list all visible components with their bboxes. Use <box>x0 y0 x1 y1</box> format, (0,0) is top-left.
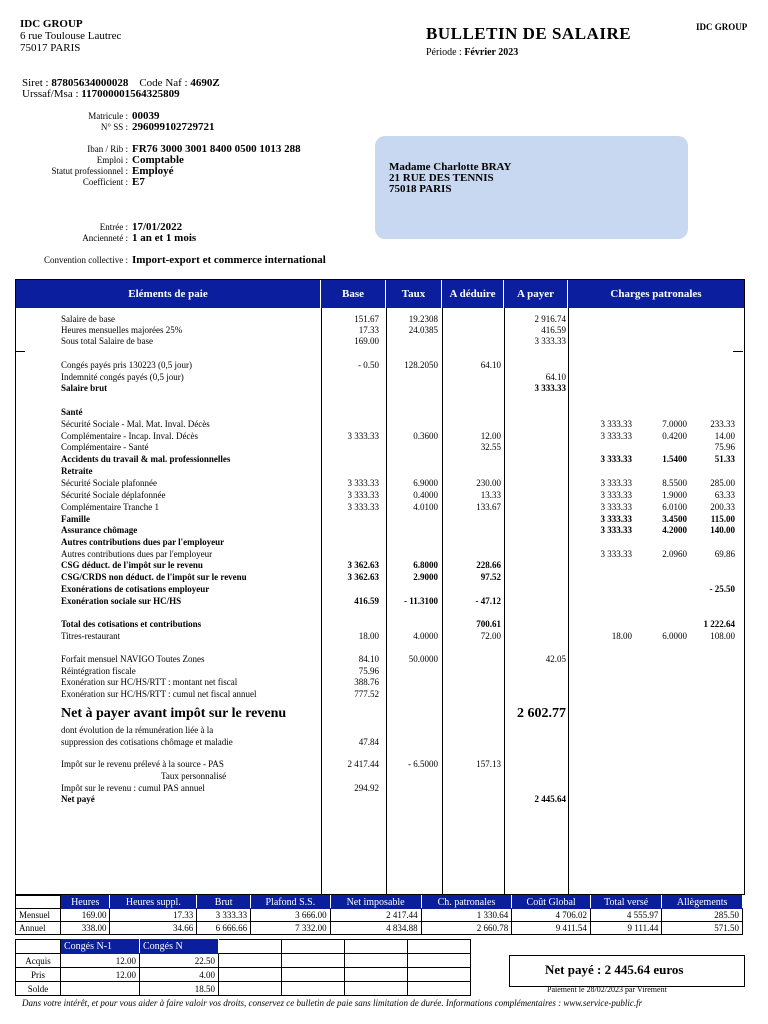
row-label: Réintégration fiscale <box>61 666 136 676</box>
fold-mark <box>733 351 743 352</box>
summary-cell: 2 417.44 <box>330 909 421 922</box>
company-identifiers <box>22 78 220 100</box>
row-label: Exonération sociale sur HC/HS <box>61 596 182 606</box>
row-label: Assurance chômage <box>61 525 138 535</box>
patronal-montant-cell: 14.00 <box>714 431 735 441</box>
row-label: Autres contributions dues par l'employeur <box>61 549 213 559</box>
urssaf-value: 117000001564325809 <box>81 88 180 100</box>
table-row <box>16 314 744 325</box>
conges-row-solde <box>16 982 471 996</box>
row-label: Indemnité congés payés (0,5 jour) <box>61 372 184 382</box>
row-label: Congés payés pris 130223 (0,5 jour) <box>61 360 192 370</box>
table-row <box>16 771 744 782</box>
summary-cell: 1 330.64 <box>421 909 512 922</box>
table-row <box>16 549 744 560</box>
patronal-base-cell: 3 333.33 <box>600 419 632 429</box>
info-statut: Statut professionnel : Employé <box>51 165 174 177</box>
patronal-taux-cell: 1.9000 <box>662 490 687 500</box>
header-adeduire: A déduire <box>442 280 504 308</box>
table-row <box>16 666 744 677</box>
info-matricule: Matricule : 00039 <box>88 110 160 122</box>
summary-header-cell: Total versé <box>590 896 661 909</box>
row-label: Santé <box>61 407 83 417</box>
summary-header-cell: Allègements <box>662 896 743 909</box>
row-label: Net à payer avant impôt sur le revenu <box>61 706 287 721</box>
siret-value: 87805634000028 <box>51 77 129 89</box>
summary-row-label: Mensuel <box>16 909 61 922</box>
periode <box>426 47 518 58</box>
taux-cell: - 11.3100 <box>403 596 438 606</box>
table-row <box>16 584 744 595</box>
summary-cell: 34.66 <box>110 922 197 935</box>
summary-table <box>15 895 743 935</box>
table-row <box>16 794 744 805</box>
table-row <box>16 759 744 770</box>
taux-cell: 6.8000 <box>413 560 438 570</box>
row-label: dont évolution de la rémunération liée à la <box>61 725 214 735</box>
row-label: Sécurité Sociale plafonnée <box>61 478 157 488</box>
table-row <box>16 372 744 383</box>
patronal-taux-cell: 6.0000 <box>662 631 687 641</box>
header-elements: Eléments de paie <box>16 280 321 308</box>
table-row <box>16 560 744 571</box>
table-row <box>16 725 744 736</box>
patronal-montant-cell: 75.96 <box>714 442 735 452</box>
row-label: Sécurité Sociale - Mal. Mat. Inval. Décès <box>61 419 210 429</box>
taux-cell: 4.0100 <box>413 502 438 512</box>
adeduire-cell: 12.00 <box>480 431 501 441</box>
base-cell: 3 362.63 <box>347 572 379 582</box>
summary-cell: 571.50 <box>662 922 743 935</box>
company-name: IDC GROUP <box>20 18 83 30</box>
conges-cell <box>61 982 140 996</box>
taux-cell: 0.4000 <box>413 490 438 500</box>
conges-cell: 18.50 <box>140 982 219 996</box>
apayer-cell: 3 333.33 <box>534 336 566 346</box>
table-row <box>16 466 744 477</box>
table-row <box>16 490 744 501</box>
adeduire-cell: 32.55 <box>480 442 501 452</box>
summary-header-cell: Net imposable <box>330 896 421 909</box>
taux-cell: 0.3600 <box>413 431 438 441</box>
taux-cell: 50.0000 <box>408 654 438 664</box>
table-row <box>16 336 744 347</box>
siret-label: Siret : <box>22 77 49 89</box>
conges-header-cell: Congés N-1 <box>61 940 140 954</box>
row-label: suppression des cotisations chômage et maladie <box>61 737 233 747</box>
patronal-montant-cell: 108.00 <box>710 631 735 641</box>
conges-cell: 12.00 <box>61 954 140 968</box>
summary-header-cell: Brut <box>197 896 251 909</box>
conges-header-cell: Congés N <box>140 940 219 954</box>
taux-cell: 19.2308 <box>408 314 438 324</box>
adeduire-cell: 228.66 <box>476 560 501 570</box>
row-label: Titres-restaurant <box>61 631 121 641</box>
table-row <box>16 706 744 722</box>
info-anciennete: Ancienneté : 1 an et 1 mois <box>82 232 197 244</box>
corner-company-label: IDC GROUP <box>696 22 748 32</box>
table-row <box>16 596 744 607</box>
conges-row-label: Solde <box>16 982 61 996</box>
table-row <box>16 502 744 513</box>
summary-header-cell: Ch. patronales <box>421 896 512 909</box>
patronal-montant-cell: 285.00 <box>710 478 735 488</box>
base-cell: 3 333.33 <box>347 431 379 441</box>
employee-city: 75018 PARIS <box>389 183 452 195</box>
apayer-cell: 2 916.74 <box>534 314 566 324</box>
patronal-montant-cell: 200.33 <box>710 502 735 512</box>
patronal-base-cell: 3 333.33 <box>600 525 632 535</box>
table-row <box>16 677 744 688</box>
conges-header <box>16 940 471 954</box>
row-label: Accidents du travail & mal. professionnelles <box>61 454 231 464</box>
info-numero-ss: N° SS : 296099102729721 <box>100 121 215 133</box>
summary-header-cell: Heures <box>61 896 110 909</box>
base-cell: 3 362.63 <box>347 560 379 570</box>
table-row <box>16 431 744 442</box>
employee-street: 21 RUE DES TENNIS <box>389 172 494 184</box>
patronal-taux-cell: 0.4200 <box>662 431 687 441</box>
patronal-taux-cell: 7.0000 <box>662 419 687 429</box>
row-label: Net payé <box>61 794 95 804</box>
adeduire-cell: 133.67 <box>476 502 501 512</box>
conges-cell: 12.00 <box>61 968 140 982</box>
table-row <box>16 478 744 489</box>
patronal-taux-cell: 4.2000 <box>662 525 687 535</box>
summary-cell: 7 332.00 <box>251 922 330 935</box>
base-cell: 169.00 <box>354 336 379 346</box>
row-label: Complémentaire - Incap. Inval. Décès <box>61 431 198 441</box>
conges-row-pris <box>16 968 471 982</box>
row-label: Heures mensuelles majorées 25% <box>61 325 183 335</box>
apayer-cell: 2 445.64 <box>534 794 566 804</box>
naf-value: 4690Z <box>190 77 220 89</box>
adeduire-cell: - 47.12 <box>475 596 501 606</box>
conges-cell: 22.50 <box>140 954 219 968</box>
company-address-1: 6 rue Toulouse Lautrec <box>20 30 122 42</box>
payslip-table <box>15 279 745 895</box>
row-label: Famille <box>61 514 90 524</box>
info-emploi: Emploi : Comptable <box>96 154 184 166</box>
paiement-info: Paiement le 28/02/2023 par Virement <box>547 985 667 994</box>
company-address-2: 75017 PARIS <box>20 42 81 54</box>
summary-cell: 17.33 <box>110 909 197 922</box>
taux-cell: 4.0000 <box>413 631 438 641</box>
patronal-taux-cell: 1.5400 <box>662 454 687 464</box>
table-row <box>16 383 744 394</box>
patronal-base-cell: 3 333.33 <box>600 431 632 441</box>
header-base: Base <box>321 280 386 308</box>
summary-cell: 3 333.33 <box>197 909 251 922</box>
row-label: Complémentaire Tranche 1 <box>61 502 159 512</box>
table-row <box>16 514 744 525</box>
document-title: BULLETIN DE SALAIRE <box>426 24 632 43</box>
header-charges: Charges patronales <box>610 288 702 300</box>
table-row <box>16 442 744 453</box>
employee-address <box>389 162 511 195</box>
net-paye-total: Net payé : 2 445.64 euros <box>545 962 684 977</box>
footer-notice: Dans votre intérêt, et pour vous aider à faire valoir vos droits, conservez ce bulletin de paie sans limitation de durée. Informations complémentaires : www.service-public.fr <box>22 998 643 1008</box>
patronal-taux-cell: 3.4500 <box>662 514 687 524</box>
patronal-montant-cell: 63.33 <box>714 490 735 500</box>
table-row <box>16 325 744 336</box>
summary-cell: 9 111.44 <box>590 922 661 935</box>
table-row <box>16 783 744 794</box>
adeduire-cell: 13.33 <box>480 490 501 500</box>
conges-cell: 4.00 <box>140 968 219 982</box>
patronal-base-cell: 3 333.33 <box>600 502 632 512</box>
header-taux: Taux <box>386 280 442 308</box>
base-cell: 84.10 <box>358 654 379 664</box>
summary-cell: 338.00 <box>61 922 110 935</box>
info-iban: Iban / Rib : FR76 3000 3001 8400 0500 1013 288 <box>87 143 301 155</box>
patronal-base-cell: 3 333.33 <box>600 549 632 559</box>
row-label: Salaire brut <box>61 383 108 393</box>
patronal-taux-cell: 6.0100 <box>662 502 687 512</box>
taux-cell: - 6.5000 <box>408 759 438 769</box>
base-cell: 3 333.33 <box>347 490 379 500</box>
row-label: Forfait mensuel NAVIGO Toutes Zones <box>61 654 205 664</box>
naf-label: Code Naf : <box>139 77 188 89</box>
base-cell: - 0.50 <box>358 360 379 370</box>
summary-header-cell: Coût Global <box>512 896 591 909</box>
table-row <box>16 419 744 430</box>
patronal-montant-cell: 115.00 <box>710 514 735 524</box>
apayer-cell: 64.10 <box>545 372 566 382</box>
patronal-taux-cell: 2.0960 <box>662 549 687 559</box>
patronal-base-cell: 3 333.33 <box>600 478 632 488</box>
summary-cell: 169.00 <box>61 909 110 922</box>
base-cell: 294.92 <box>354 783 379 793</box>
taux-cell: 2.9000 <box>413 572 438 582</box>
urssaf-label: Urssaf/Msa : <box>22 88 79 100</box>
periode-value: Février 2023 <box>464 47 519 58</box>
table-row <box>16 525 744 536</box>
base-cell: 388.76 <box>354 677 379 687</box>
conges-row-acquis <box>16 954 471 968</box>
adeduire-cell: 157.13 <box>476 759 501 769</box>
adeduire-cell: 64.10 <box>480 360 501 370</box>
conges-table <box>15 939 471 996</box>
base-cell: 3 333.33 <box>347 478 379 488</box>
employee-name: Madame Charlotte BRAY <box>389 161 512 173</box>
row-label: Total des cotisations et contributions <box>61 619 202 629</box>
patronal-montant-cell: 1 222.64 <box>703 619 735 629</box>
patronal-base-cell: 18.00 <box>611 631 632 641</box>
summary-cell: 3 666.00 <box>251 909 330 922</box>
summary-header-cell: Plafond S.S. <box>251 896 330 909</box>
header-apayer: A payer <box>504 280 568 308</box>
base-cell: 47.84 <box>358 737 379 747</box>
row-label: Exonération sur HC/HS/RTT : cumul net fiscal annuel <box>61 689 257 699</box>
base-cell: 2 417.44 <box>347 759 379 769</box>
patronal-taux-cell: 8.5500 <box>662 478 687 488</box>
adeduire-cell: 700.61 <box>476 619 501 629</box>
table-row <box>16 619 744 630</box>
adeduire-cell: 97.52 <box>480 572 501 582</box>
conges-row-label: Pris <box>16 968 61 982</box>
row-label: Sécurité Sociale déplafonnée <box>61 490 166 500</box>
summary-cell: 6 666.66 <box>197 922 251 935</box>
base-cell: 18.00 <box>358 631 379 641</box>
summary-cell: 4 555.97 <box>590 909 661 922</box>
apayer-cell: 2 602.77 <box>517 706 566 721</box>
taux-cell: 6.9000 <box>413 478 438 488</box>
summary-header-cell: Heures suppl. <box>110 896 197 909</box>
summary-header <box>16 896 743 909</box>
company-block <box>20 18 121 54</box>
adeduire-cell: 72.00 <box>480 631 501 641</box>
summary-row-mensuel <box>16 909 743 922</box>
table-row <box>16 454 744 465</box>
info-convention: Convention collective : Import-export et commerce international <box>44 254 326 266</box>
taux-cell: 128.2050 <box>404 360 438 370</box>
table-row <box>16 689 744 700</box>
patronal-base-cell: 3 333.33 <box>600 490 632 500</box>
apayer-cell: 416.59 <box>541 325 566 335</box>
patronal-montant-cell: 51.33 <box>714 454 735 464</box>
summary-row-annuel <box>16 922 743 935</box>
conges-row-label: Acquis <box>16 954 61 968</box>
info-entree: Entrée : 17/01/2022 <box>99 221 183 233</box>
periode-label: Période : <box>426 47 462 58</box>
row-label: Retraite <box>61 466 93 476</box>
table-row <box>16 737 744 748</box>
table-row <box>16 537 744 548</box>
row-label: Autres contributions dues par l'employeur <box>61 537 225 547</box>
summary-cell: 285.50 <box>662 909 743 922</box>
row-label: Impôt sur le revenu : cumul PAS annuel <box>61 783 205 793</box>
summary-cell: 4 706.02 <box>512 909 591 922</box>
summary-cell: 9 411.54 <box>512 922 591 935</box>
table-header <box>16 280 744 308</box>
table-row <box>16 407 744 418</box>
row-label: Taux personnalisé <box>161 771 227 781</box>
summary-row-label: Annuel <box>16 922 61 935</box>
summary-cell: 2 660.78 <box>421 922 512 935</box>
patronal-montant-cell: - 25.50 <box>709 584 735 594</box>
table-row <box>16 654 744 665</box>
taux-cell: 24.0385 <box>408 325 438 335</box>
patronal-montant-cell: 69.86 <box>714 549 735 559</box>
info-coefficient: Coefficient : E7 <box>82 176 145 188</box>
row-label: Exonérations de cotisations employeur <box>61 584 210 594</box>
row-label: Exonération sur HC/HS/RTT : montant net fiscal <box>61 677 238 687</box>
row-label: Impôt sur le revenu prélevé à la source - PAS <box>61 759 224 769</box>
fold-mark <box>15 351 25 352</box>
row-label: CSG déduct. de l'impôt sur le revenu <box>61 560 203 570</box>
row-label: Salaire de base <box>61 314 115 324</box>
patronal-montant-cell: 140.00 <box>710 525 735 535</box>
patronal-base-cell: 3 333.33 <box>600 454 632 464</box>
patronal-base-cell: 3 333.33 <box>600 514 632 524</box>
row-label: Sous total Salaire de base <box>61 336 153 346</box>
base-cell: 777.52 <box>354 689 379 699</box>
patronal-montant-cell: 233.33 <box>710 419 735 429</box>
base-cell: 416.59 <box>354 596 379 606</box>
table-row <box>16 631 744 642</box>
apayer-cell: 42.05 <box>545 654 566 664</box>
row-label: Complémentaire - Santé <box>61 442 149 452</box>
base-cell: 3 333.33 <box>347 502 379 512</box>
row-label: CSG/CRDS non déduct. de l'impôt sur le revenu <box>61 572 247 582</box>
base-cell: 75.96 <box>358 666 379 676</box>
apayer-cell: 3 333.33 <box>534 383 566 393</box>
base-cell: 151.67 <box>354 314 379 324</box>
summary-cell: 4 834.88 <box>330 922 421 935</box>
base-cell: 17.33 <box>358 325 379 335</box>
table-row <box>16 572 744 583</box>
table-row <box>16 360 744 371</box>
adeduire-cell: 230.00 <box>476 478 501 488</box>
